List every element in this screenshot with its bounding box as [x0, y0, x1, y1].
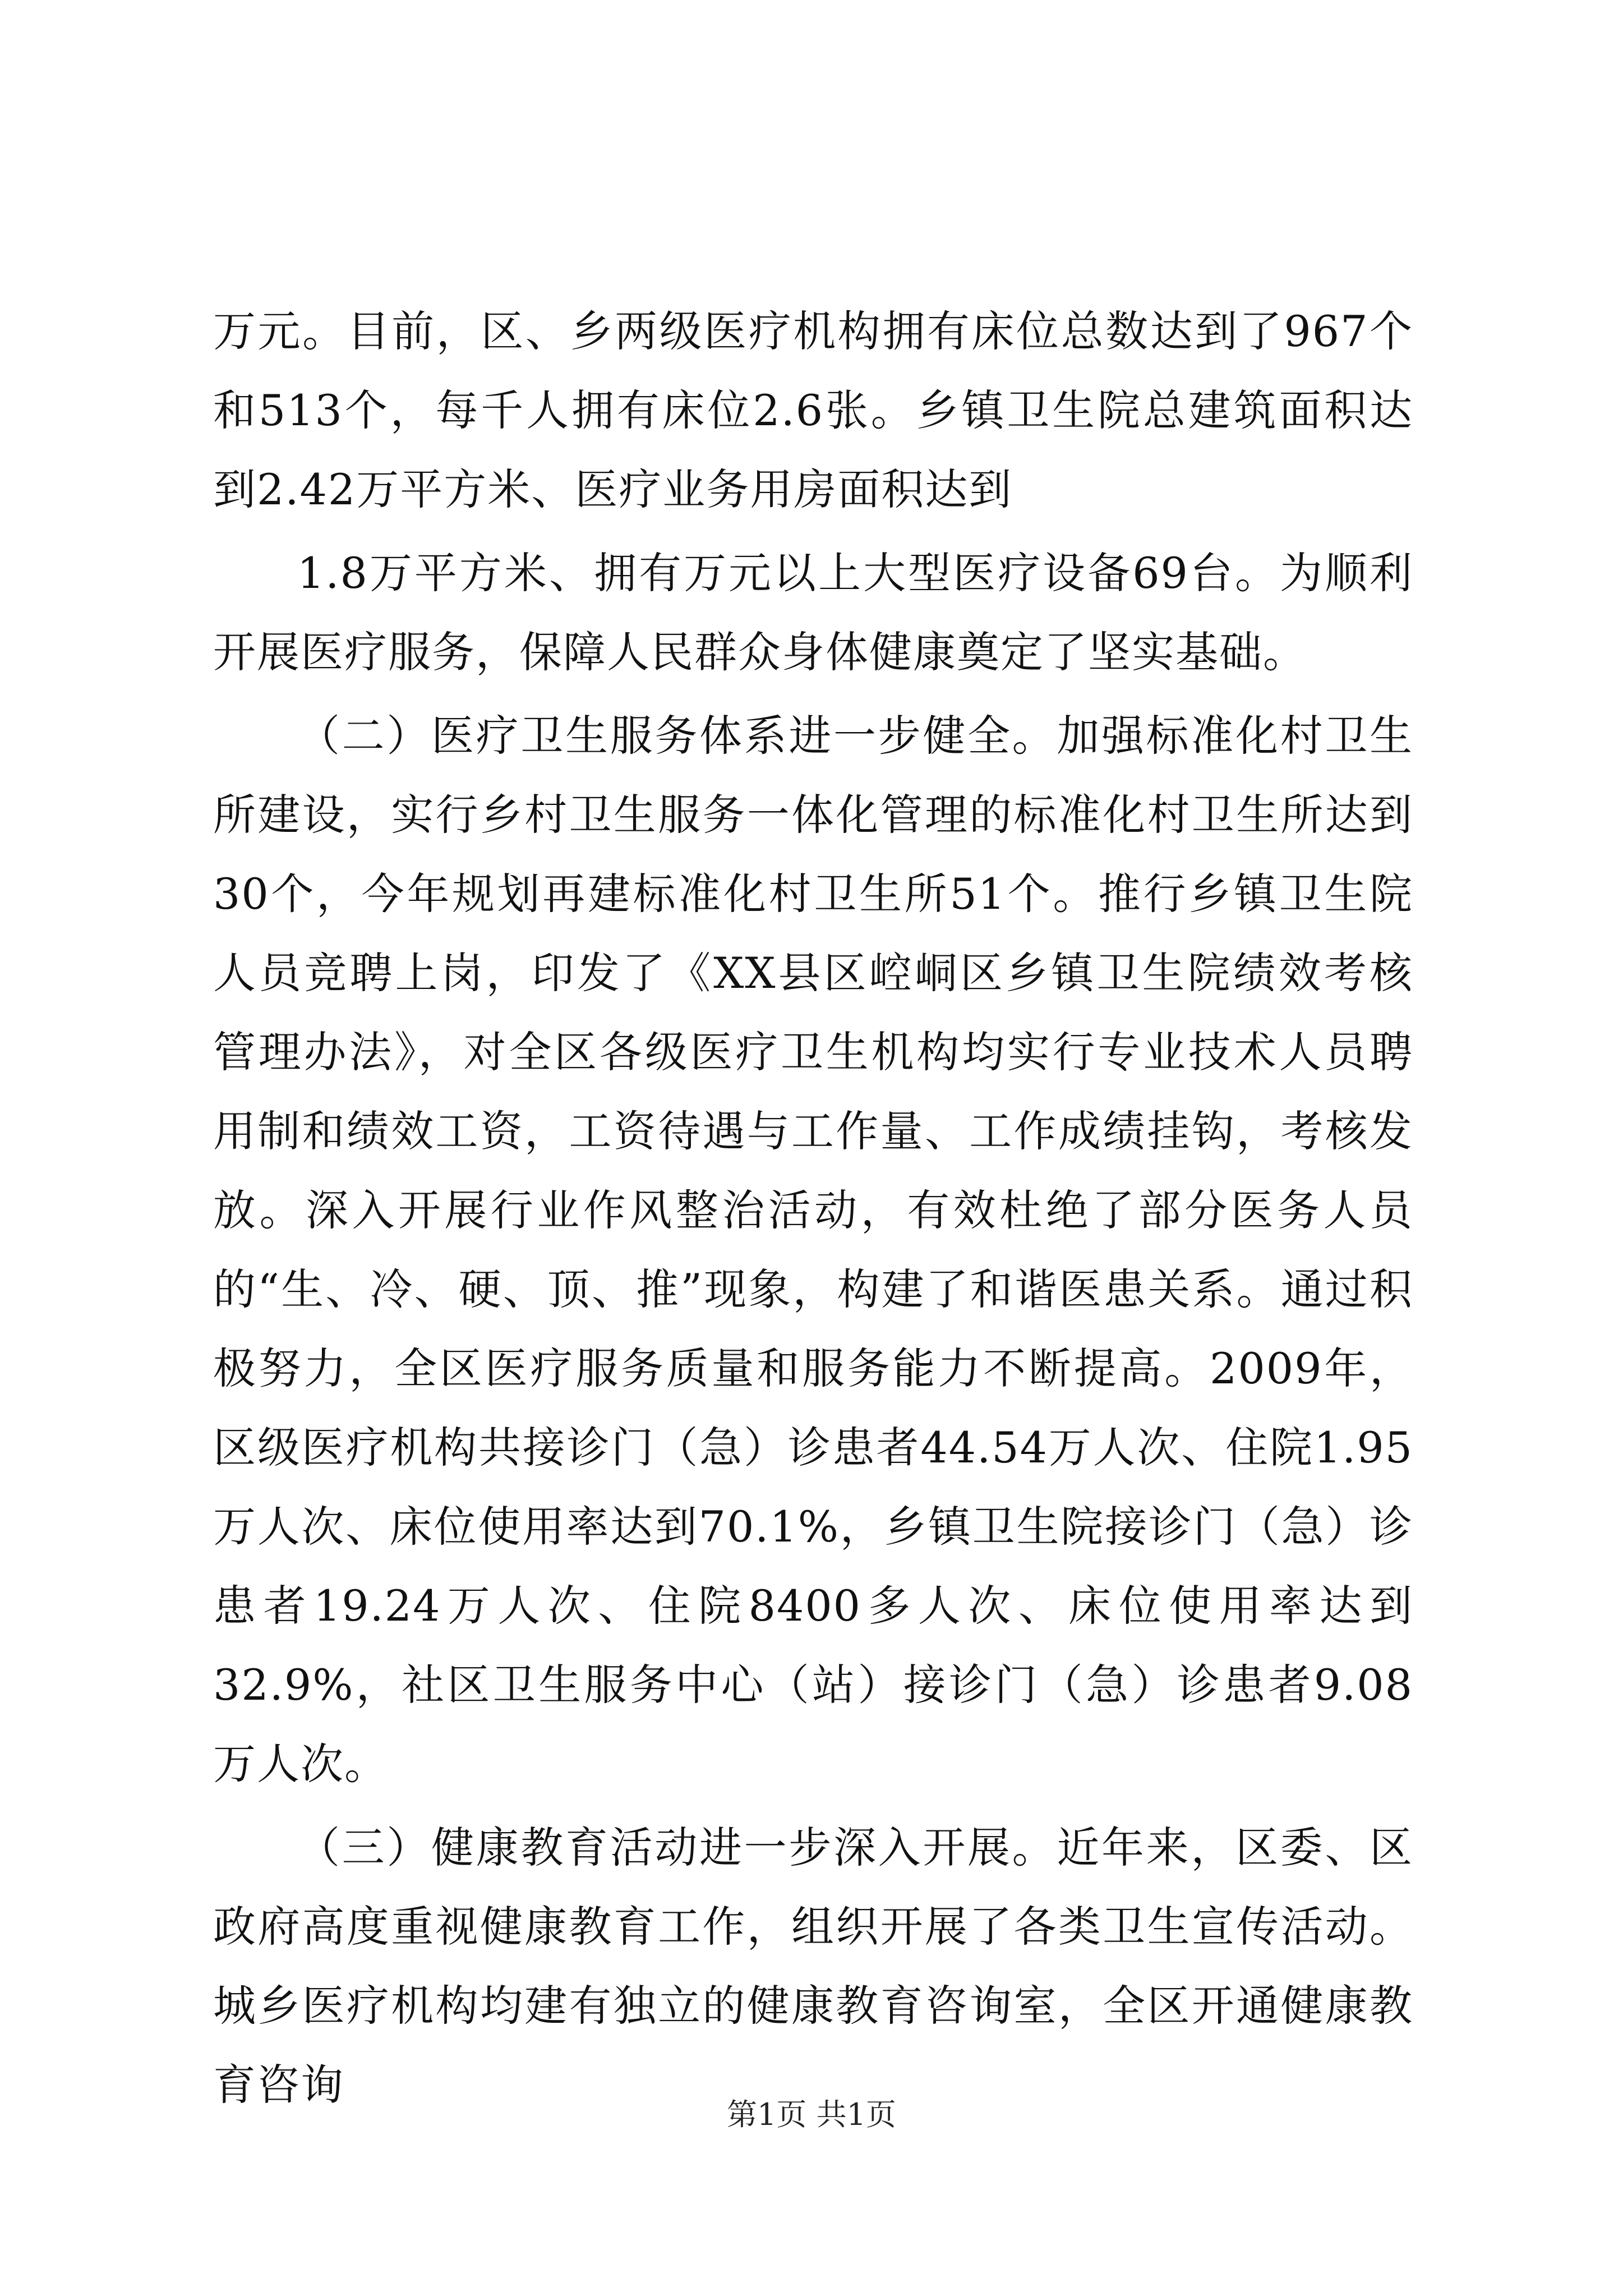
paragraph-3: （二）医疗卫生服务体系进一步健全。加强标准化村卫生所建设，实行乡村卫生服务一体化管理的标准化村卫生所达到30个，今年规划再建标准化村卫生所51个。推行乡镇卫生院人员竞聘上岗，印发了《XX县区崆峒区乡镇卫生院绩效考核管理办法》，对全区各级医疗卫生机构均实行专业技术人员聘用制和绩效工资，工资待遇与工作量、工作成绩挂钩，考核发放。深入开展行业作风整治活动，有效杜绝了部分医务人员的“生、冷、硬、顶、推”现象，构建了和谐医患关系。通过积极努力，全区医疗服务质量和服务能力不断提高。2009年，区级医疗机构共接诊门（急）诊患者44.54万人次、住院1.95万人次、床位使用率达到70.1%，乡镇卫生院接诊门（急）诊患者19.24万人次、住院8400多人次、床位使用率达到32.9%，社区卫生服务中心（站）接诊门（急）诊患者9.08万人次。 — [213, 711, 1413, 1789]
page-footer: 第1页 共1页 — [727, 2097, 896, 2132]
paragraph-1: 万元。目前，区、乡两级医疗机构拥有床位总数达到了967个和513个，每千人拥有床位2.6张。乡镇卫生院总建筑面积达到2.42万平方米、医疗业务用房面积达到 — [213, 306, 1413, 514]
paragraph-2: 1.8万平方米、拥有万元以上大型医疗设备69台。为顺利开展医疗服务，保障人民群众身体健康奠定了坚实基础。 — [213, 548, 1413, 677]
paragraph-4: （三）健康教育活动进一步深入开展。近年来，区委、区政府高度重视健康教育工作，组织开展了各类卫生宣传活动。城乡医疗机构均建有独立的健康教育咨询室，全区开通健康教育咨询 — [213, 1823, 1413, 2110]
document-body — [213, 292, 1413, 2124]
